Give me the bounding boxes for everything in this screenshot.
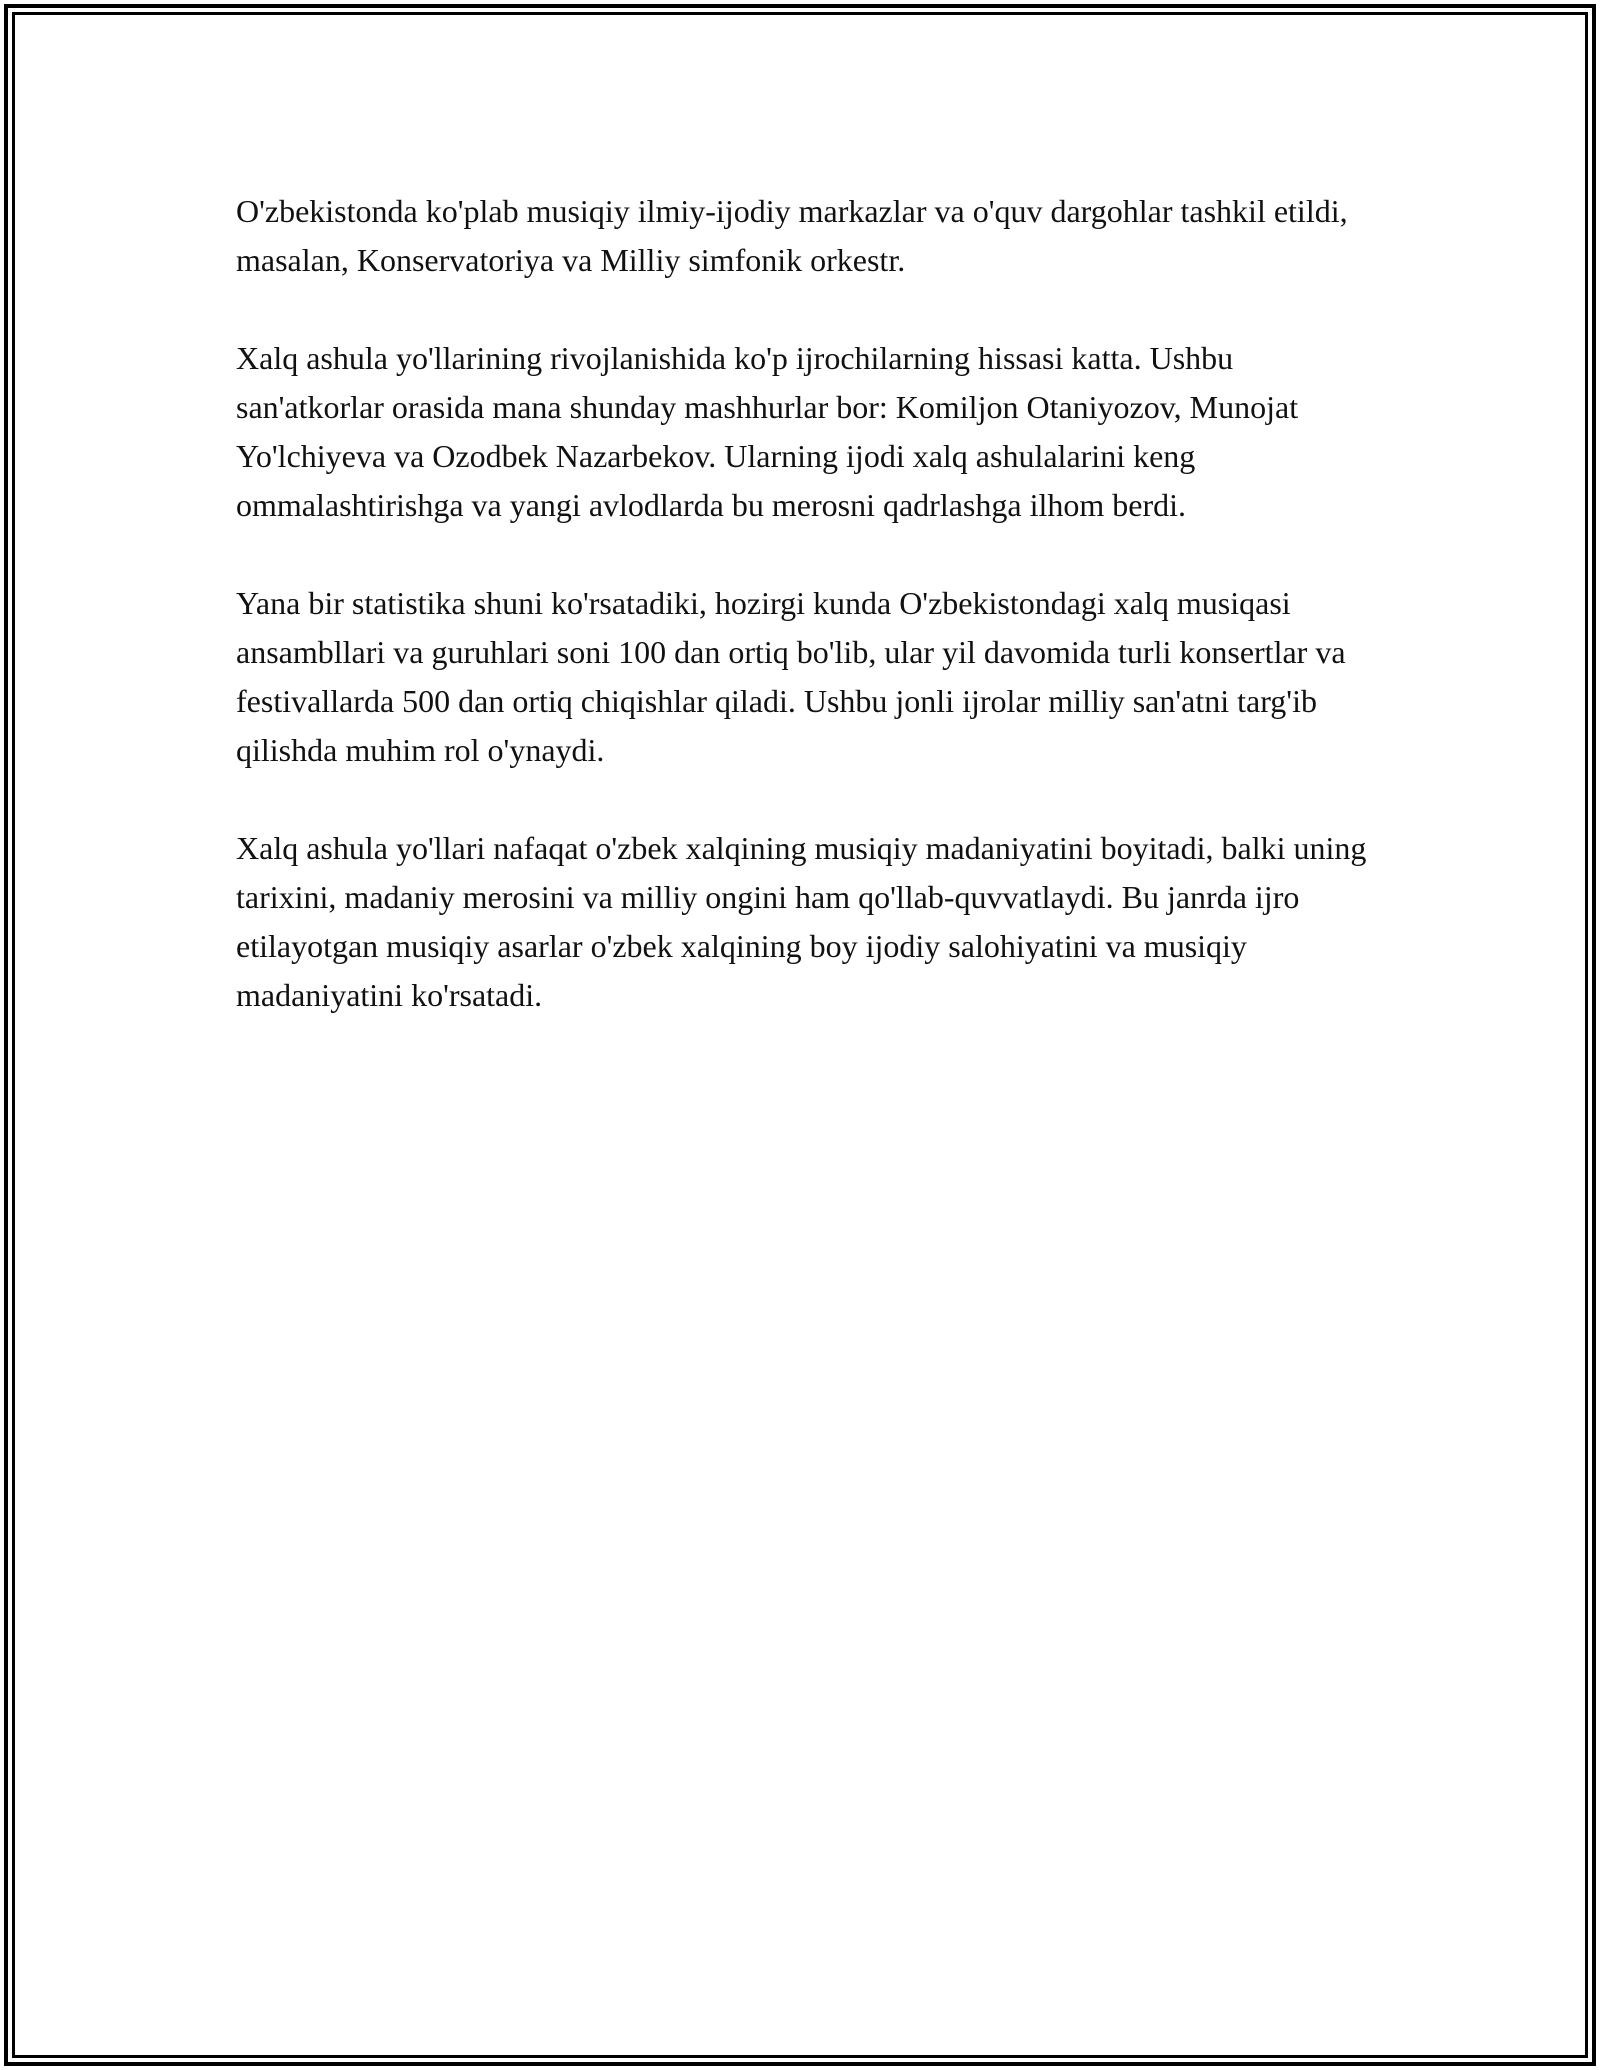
paragraph-statistics: Yana bir statistika shuni ko'rsatadiki, hozirgi kunda O'zbekistondagi xalq musiqasi ansambllari va guruhlari soni 100 dan ortiq bo'lib, ular yil davomida turli konsertlar va festivallarda 500 dan ortiq chiqishlar qiladi. Ushbu jonli ijrolar milliy san'atni targ'ib qilishda muhim rol o'ynaydi. [236, 585, 1346, 768]
paragraph-conclusion: Xalq ashula yo'llari nafaqat o'zbek xalqining musiqiy madaniyatini boyitadi, balki uning tarixini, madaniy merosini va milliy ongini ham qo'llab-quvvatlaydi. Bu janrda ijro etilayotgan musiqiy asarlar o'zbek xalqining boy ijodiy salohiyatini va musiqiy madaniyatini ko'rsatadi. [236, 830, 1367, 1013]
paragraph-performers: Xalq ashula yo'llarining rivojlanishida ko'p ijrochilarning hissasi katta. Ushbu san'atkorlar orasida mana shunday mashhurlar bor: Komiljon Otaniyozov, Munojat Yo'lchiyeva va Ozodbek Nazarbekov. Ularning ijodi xalq ashulalarini keng ommalashtirishga va yangi avlodlarda bu merosni qadrlashga ilhom berdi. [236, 340, 1299, 523]
document-body [236, 187, 1376, 1069]
paragraph-institutions: O'zbekistonda ko'plab musiqiy ilmiy-ijodiy markazlar va o'quv dargohlar tashkil etildi, masalan, Konservatoriya va Milliy simfonik orkestr. [236, 193, 1348, 278]
